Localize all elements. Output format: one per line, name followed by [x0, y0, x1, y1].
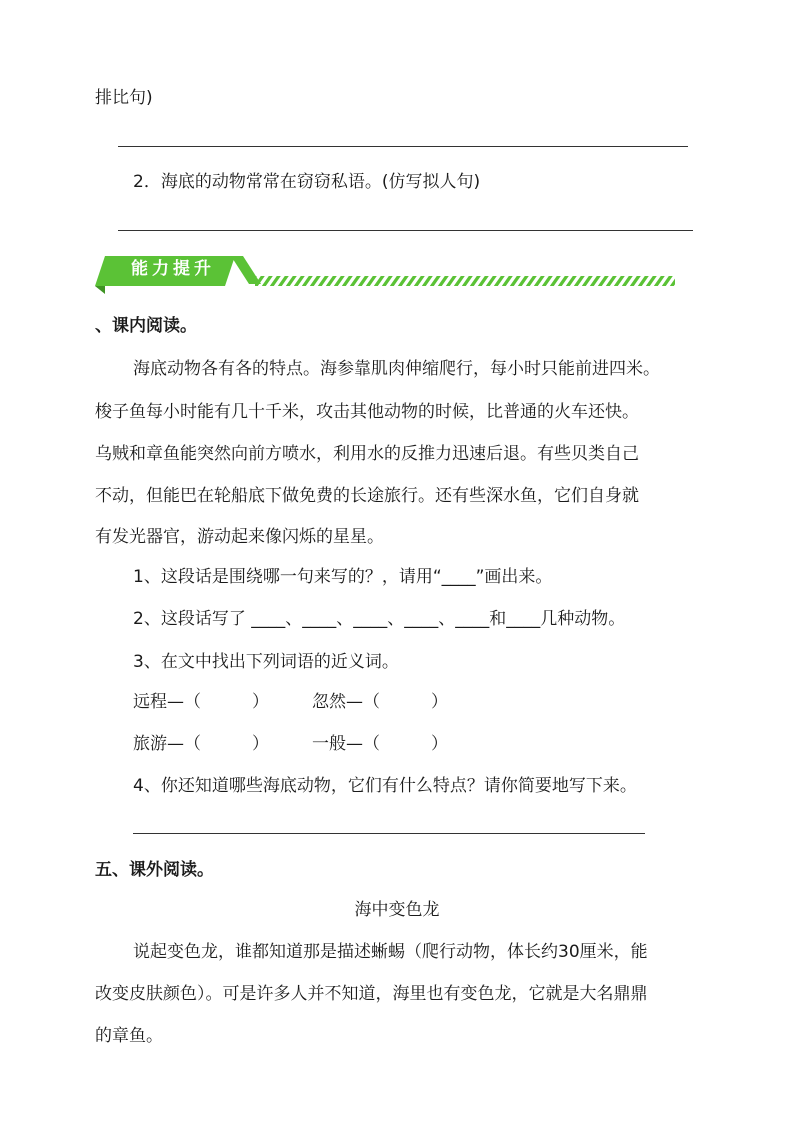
passage-line: 改变皮肤颜色）。可是许多人并不知道，海里也有变色龙，它就是大名鼎鼎: [95, 984, 648, 1004]
passage-line: 的章鱼。: [95, 1026, 163, 1046]
answer-line-1[interactable]: [118, 146, 688, 147]
synonym-item[interactable]: 一般—（ ）: [312, 734, 448, 754]
question-4-2: 2、这段话写了 ____、____、____、____、____和____几种动物。: [133, 609, 626, 629]
section-5-heading: 五、课外阅读。: [95, 860, 214, 880]
answer-line-2[interactable]: [118, 230, 693, 231]
synonym-item[interactable]: 远程—（ ）: [133, 692, 269, 712]
banner-stripes: [255, 276, 675, 286]
question-2-text: 2．海底的动物常常在窃窃私语。(仿写拟人句): [133, 172, 481, 192]
passage-line: 梭子鱼每小时能有几十千米，攻击其他动物的时候，比普通的火车还快。: [95, 402, 639, 422]
passage-line: 海底动物各有各的特点。海参靠肌肉伸缩爬行，每小时只能前进四米。: [133, 359, 660, 379]
banner-label: 能力提升: [131, 259, 215, 279]
question-4-3: 3、在文中找出下列词语的近义词。: [133, 652, 399, 672]
banner-fold-corner: [95, 286, 105, 294]
synonym-item[interactable]: 忽然—（ ）: [312, 692, 448, 712]
fragment-text: 排比句): [95, 88, 153, 108]
passage-line: 有发光器官，游动起来像闪烁的星星。: [95, 527, 384, 547]
section-4-heading: 、课内阅读。: [95, 316, 197, 336]
passage-line: 乌贼和章鱼能突然向前方喷水，利用水的反推力迅速后退。有些贝类自己: [95, 444, 639, 464]
question-4-1: 1、这段话是围绕哪一句来写的？，请用“____”画出来。: [133, 567, 553, 587]
question-4-4: 4、你还知道哪些海底动物，它们有什么特点？请你简要地写下来。: [133, 776, 637, 796]
passage-line: 不动，但能巴在轮船底下做免费的长途旅行。还有些深水鱼，它们自身就: [95, 486, 639, 506]
synonym-item[interactable]: 旅游—（ ）: [133, 734, 269, 754]
answer-line-3[interactable]: [133, 833, 645, 834]
section-banner: [95, 250, 695, 296]
article-title: 海中变色龙: [354, 900, 440, 920]
passage-line: 说起变色龙，谁都知道那是描述蜥蜴（爬行动物，体长约30厘米，能: [133, 942, 648, 962]
